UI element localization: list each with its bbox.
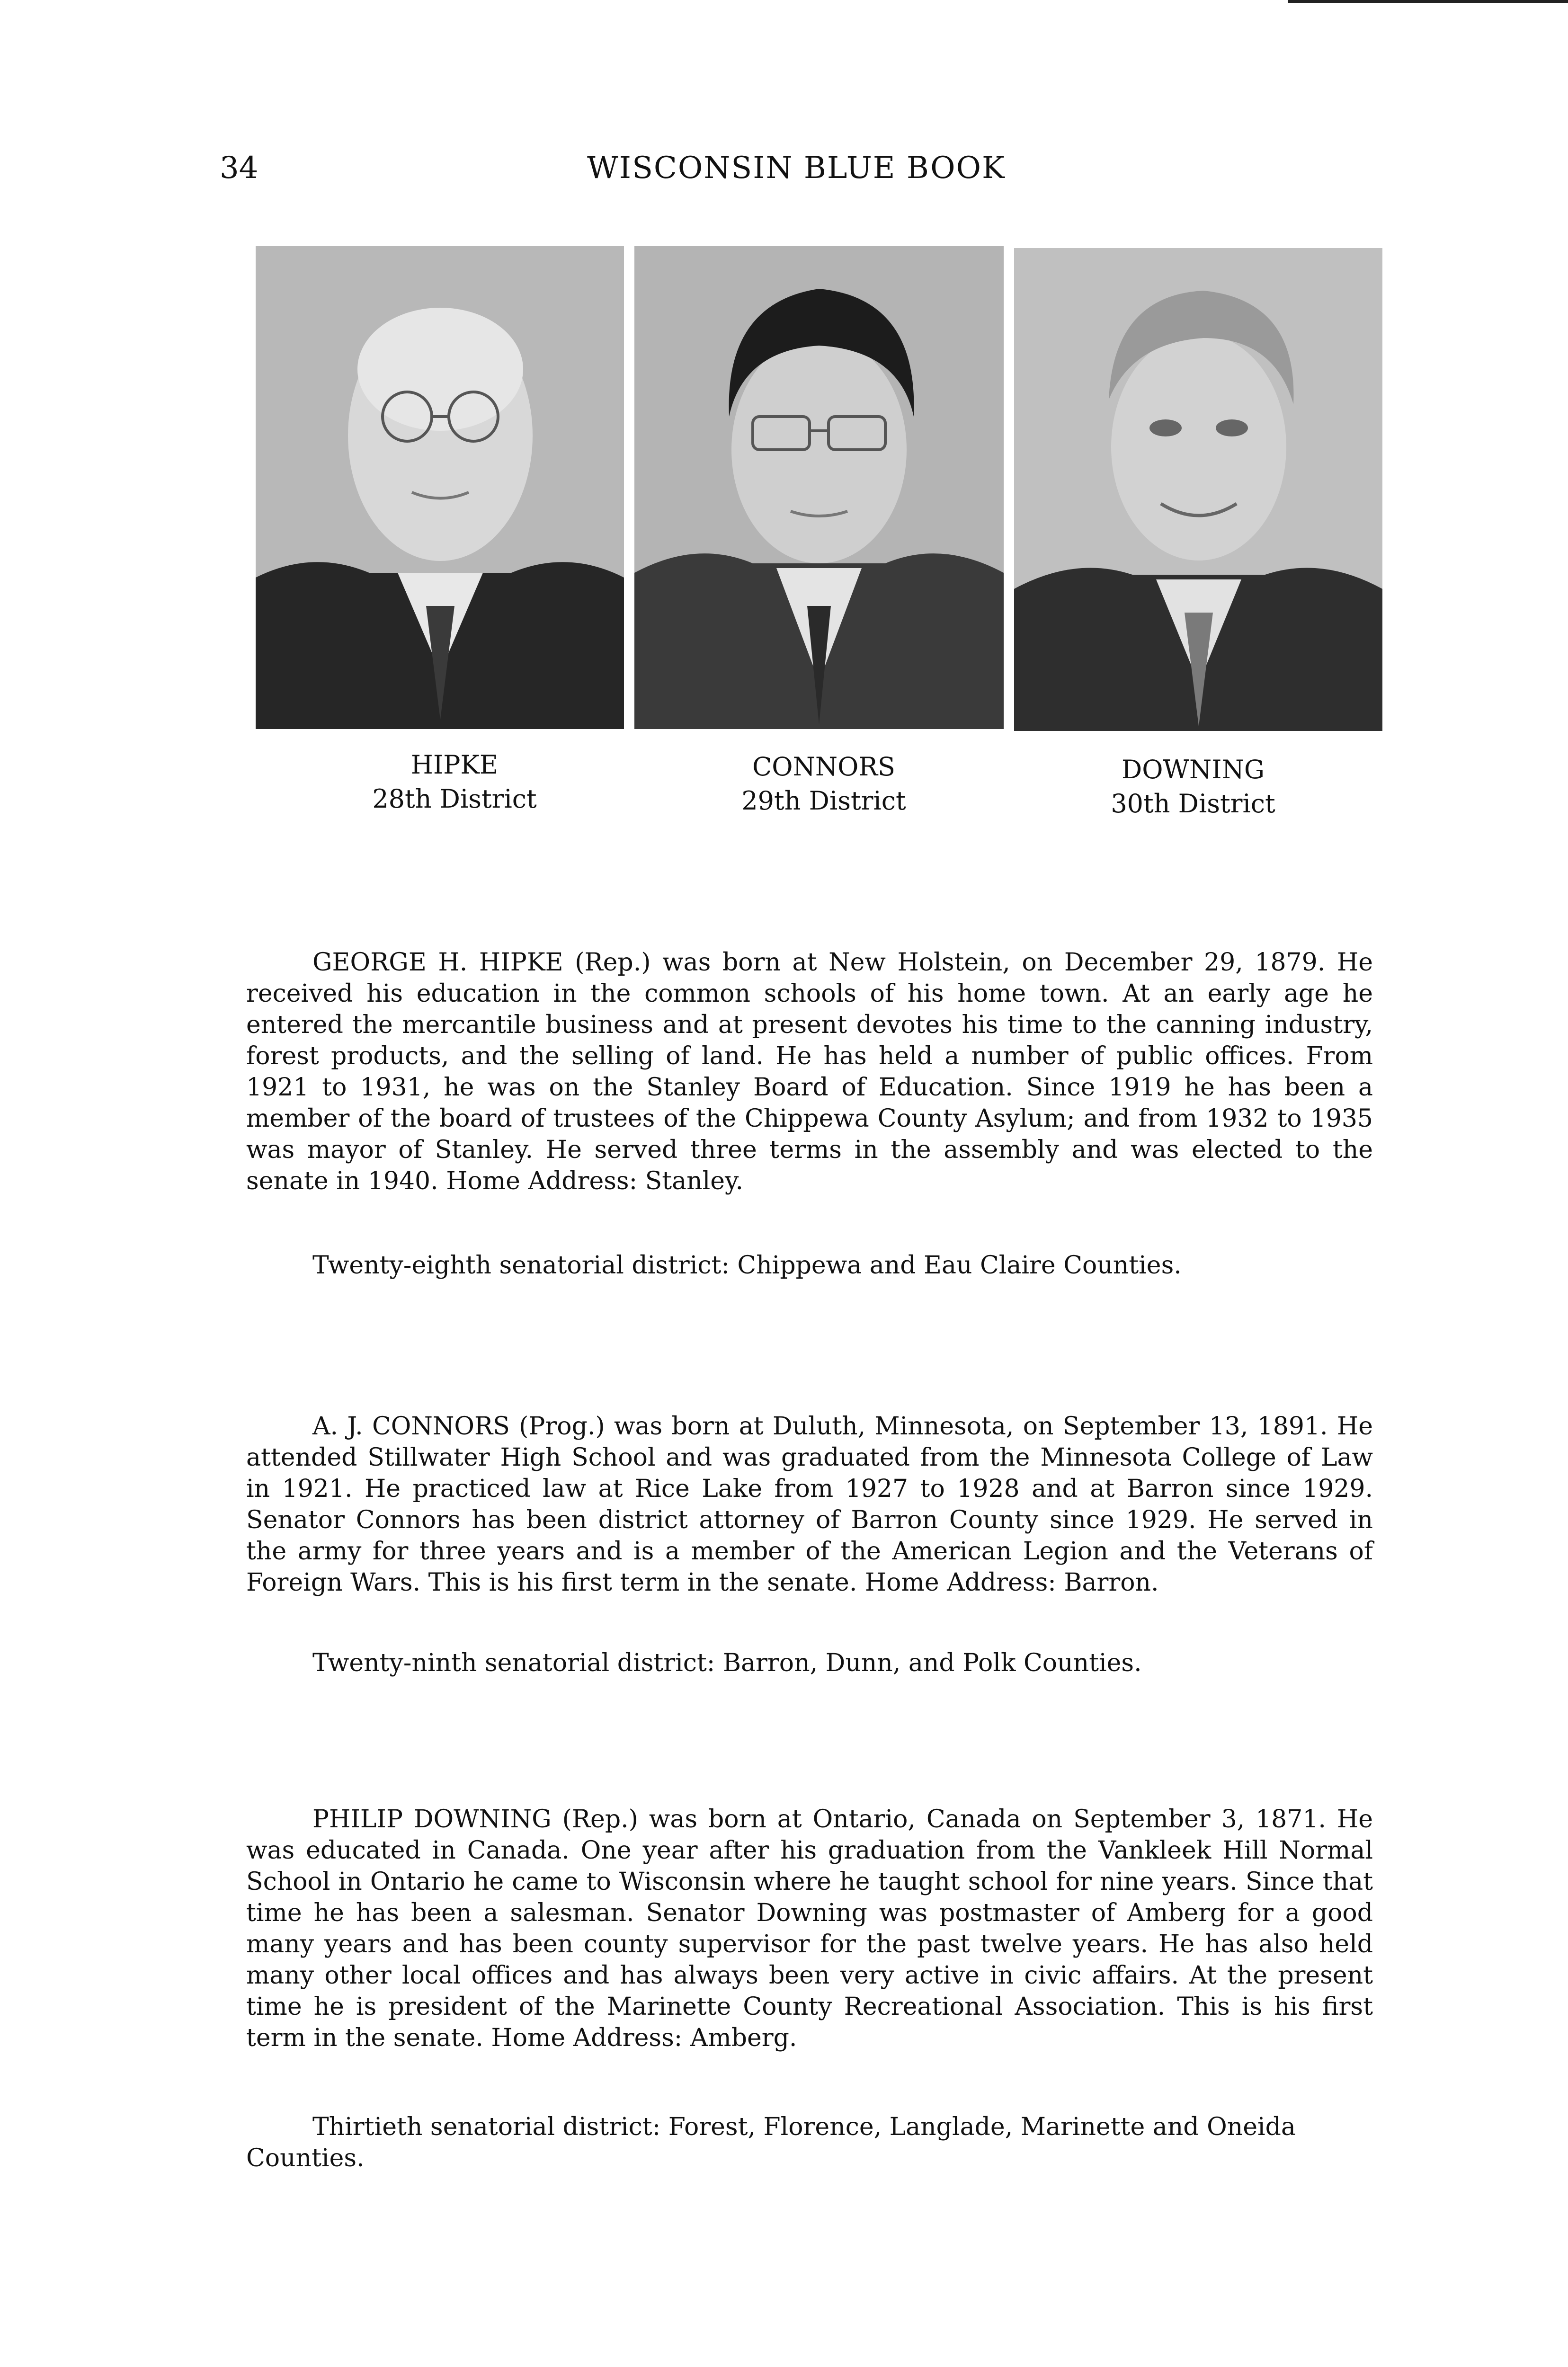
biography-text: A. J. CONNORS (Prog.) was born at Duluth, Minnesota, on September 13, 1891. He attended Stillwater High School and was graduated from the Minnesota College of Law in 1921. He practiced law at Rice Lake from 1927 to 1928 and at Barron since 1929. Senator Connors has been district attorney of Barron County since 1929. He served in the army for three years and is a member of the American Legion and the Veterans of Foreign Wars. This is his first term in the senate. Home Address: Barron. [246,1412,1373,1597]
caption-name: CONNORS [752,752,895,782]
caption-name: DOWNING [1121,755,1265,784]
biography-downing [246,1804,1373,2054]
biography-hipke [246,947,1373,1197]
biography-text: GEORGE H. HIPKE (Rep.) was born at New Holstein, on December 29, 1879. He received his education in the common schools of his home town. At an early age he entered the mercantile business and at present devotes his time to the canning industry, forest products, and the selling of land. He has held a number of public offices. From 1921 to 1931, he was on the Stanley Board of Education. Since 1919 he has been a member of the board of trustees of the Chippewa County Asylum; and from 1932 to 1935 was mayor of Stanley. He served three terms in the assembly and was elected to the senate in 1940. Home Address: Stanley. [246,948,1373,1195]
caption-hipke [331,748,578,816]
caption-name: HIPKE [410,750,499,780]
district-description-30: Thirtieth senatorial district: Forest, Florence, Langlade, Marinette and Oneida Counties. [246,2113,1296,2172]
caption-district: 29th District [741,786,906,816]
caption-connors [701,750,947,818]
caption-downing [1070,753,1316,821]
biography-text: PHILIP DOWNING (Rep.) was born at Ontario, Canada on September 3, 1871. He was educated in Canada. One year after his graduation from the Vankleek Hill Normal School in Ontario he came to Wisconsin where he taught school for nine years. Since that time he has been a salesman. Senator Downing was postmaster of Amberg for a good many years and has been county supervisor for the past twelve years. He has also held many other local offices and has always been very active in civic affairs. At the present time he is president of the Marinette County Recreational Association. This is his first term in the senate. Home Address: Amberg. [246,1805,1373,2052]
biography-connors [246,1411,1373,1598]
portrait-connors [634,246,1004,729]
district-description-28: Twenty-eighth senatorial district: Chippewa and Eau Claire Counties. [312,1251,1182,1280]
top-edge-rule [1288,0,1568,3]
portrait-downing [1014,248,1382,731]
page-number: 34 [220,151,258,186]
portrait-hipke [256,246,624,729]
running-title: WISCONSIN BLUE BOOK [587,151,1006,186]
district-description-29: Twenty-ninth senatorial district: Barron, Dunn, and Polk Counties. [312,1649,1142,1677]
caption-district: 28th District [372,784,537,814]
caption-district: 30th District [1111,789,1275,819]
